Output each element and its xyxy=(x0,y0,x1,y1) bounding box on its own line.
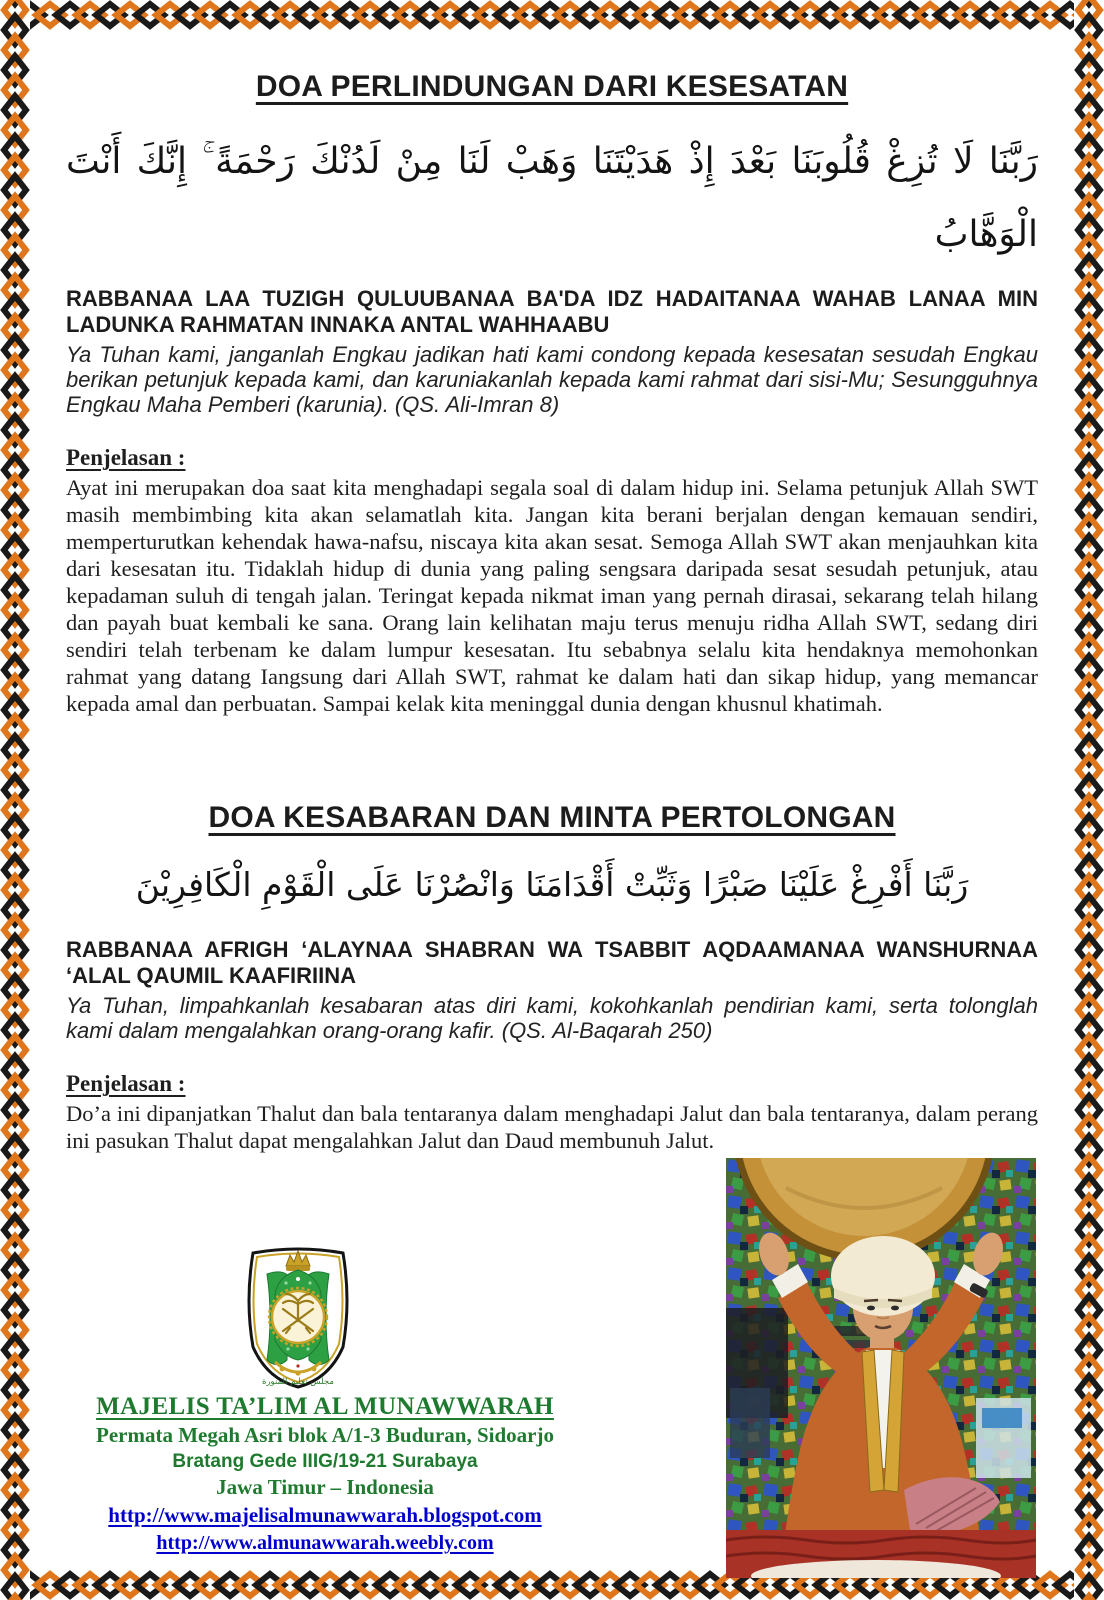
decorative-border-right xyxy=(1074,0,1104,1600)
section1-arabic-verse-line2: الْوَهَّابُ xyxy=(934,214,1038,255)
section2-translation: Ya Tuhan, limpahkanlah kesabaran atas diri kami, kokohkanlah pendirian kami, serta tolonglah kami dalam mengalahkan orang-orang kafir. (QS. Al-Baqarah 250) xyxy=(66,993,1038,1043)
address-line-1: Permata Megah Asri blok A/1-3 Buduran, Sidoarjo xyxy=(96,1423,554,1447)
section1-title: DOA PERLINDUNGAN DARI KESESATAN xyxy=(255,70,849,103)
section1-transliteration: RABBANAA LAA TUZIGH QULUUBANAA BA'DA IDZ HADAITANAA WAHAB LANAA MIN LADUNKA RAHMATAN INNAKA ANTAL WAHHAABU xyxy=(66,286,1038,337)
section2-title: DOA KESABARAN DAN MINTA PERTOLONGAN xyxy=(208,801,896,834)
section2-penjelasan-text: Do’a ini dipanjatkan Thalut dan bala tentaranya dalam menghadapi Jalut dan bala tentaranya, dalam perang ini pasukan Thalut dapat mengalahkan Jalut dan Daud membunuh Jalut. xyxy=(66,1101,1038,1153)
majelis-talim-logo xyxy=(236,1243,360,1391)
address-line-3: Jawa Timur – Indonesia xyxy=(216,1475,434,1499)
section2-arabic-verse: رَبَّنَا أَفْرِغْ عَلَيْنَا صَبْرًا وَثَبِّتْ أَقْدَامَنَا وَانْصُرْنَا عَلَى الْقَوْمِ الْكَافِرِيْنَ xyxy=(135,865,969,904)
section1-penjelasan-text: Ayat ini merupakan doa saat kita menghadapi segala soal di dalam hidup ini. Selama petunjuk Allah SWT masih membimbing kita akan selamatlah kita. Jangan kita berani berjalan dengan kemauan sendiri, memperturutkan kehendak hawa-nafsu, niscaya kita akan sesat. Semoga Allah SWT akan menjauhkan kita dari kesesatan itu. Tidaklah hidup di dunia yang paling sengsara daripada sesat sesudah petunjuk, atau kepadaman suluh di tengah jalan. Teringat kepada nikmat iman yang pernah dirasai, sekarang telah hilang dan payah buat kembali ke sana. Orang lain kelihatan maju terus menuju ridha Allah SWT, sedang diri sendiri telah terbenam ke dalam lumpur kesesatan. Itu sebabnya selalu kita hendaknya memohonkan rahmat yang datang Iangsung dari Allah SWT, rahmat ke dalam hati dan sikap hidup, yang memancar kepada amal dan perbuatan. Sampai kelak kita meninggal dunia dengan khusnul khatimah. xyxy=(66,475,1038,716)
prayer-leader-photo xyxy=(726,1158,1036,1578)
footer-block xyxy=(60,1392,590,1557)
section1-translation: Ya Tuhan kami, janganlah Engkau jadikan hati kami condong kepada kesesatan sesudah Engkau berikan petunjuk kepada kami, dan karuniakanlah kepada kami rahmat dari sisi-Mu; Sesungguhnya Engkau Maha Pemberi (karunia). (QS. Ali-Imran 8) xyxy=(66,342,1038,417)
blogspot-link[interactable]: http://www.majelisalmunawwarah.blogspot.com xyxy=(108,1503,542,1527)
section1-arabic-verse-line1: رَبَّنَا لَا تُزِغْ قُلُوبَنَا بَعْدَ إِذْ هَدَيْتَنَا وَهَبْ لَنَا مِنْ لَدُنْكَ رَحْمَةً ۚ إِنَّكَ أَنْتَ xyxy=(66,141,1038,182)
weebly-link[interactable]: http://www.almunawwarah.weebly.com xyxy=(156,1532,494,1554)
section1-penjelasan-label: Penjelasan : xyxy=(66,445,186,470)
address-line-2: Bratang Gede IIIG/19-21 Surabaya xyxy=(172,1451,478,1472)
section2-penjelasan-label: Penjelasan : xyxy=(66,1071,186,1096)
document-content xyxy=(66,30,1038,1154)
organization-name: MAJELIS TA’LIM AL MUNAWWARAH xyxy=(96,1393,554,1420)
decorative-border-left xyxy=(0,0,30,1600)
section2-transliteration: RABBANAA AFRIGH ‘ALAYNAA SHABRAN WA TSABBIT AQDAAMANAA WANSHURNAA ‘ALAL QAUMIL KAAFIRIINA xyxy=(66,937,1038,988)
decorative-border-top xyxy=(0,0,1104,30)
logo-arabic-caption: مجلس تعليم المنورة xyxy=(262,1377,334,1387)
